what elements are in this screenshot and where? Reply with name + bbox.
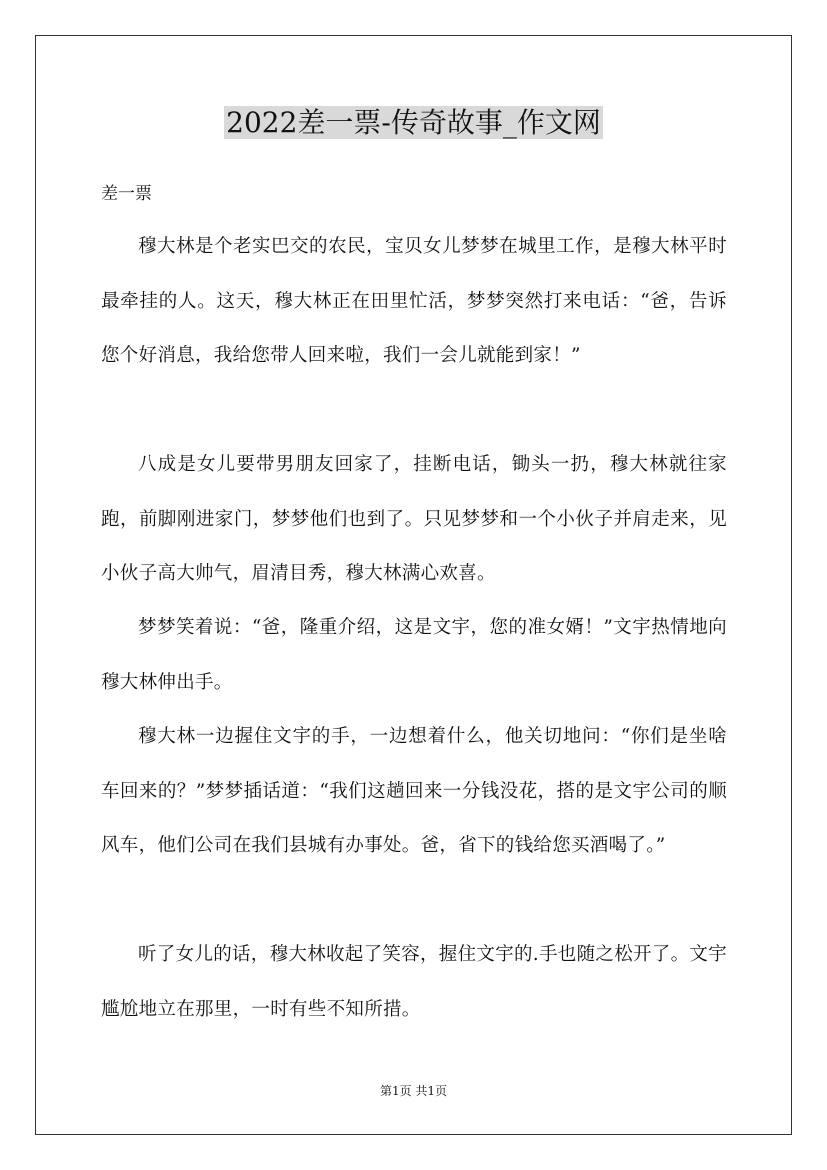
document-title [0, 103, 827, 143]
paragraph-1: 穆大林是个老实巴交的农民，宝贝女儿梦梦在城里工作，是穆大林平时最牵挂的人。这天，穆大林正在田里忙活，梦梦突然打来电话：“爸，告诉您个好消息，我给您带人回来啦，我们一会儿就能到家！” [101, 236, 727, 366]
page-number-footer: 第1页 共1页 [379, 1084, 448, 1098]
document-title-text: 2022差一票-传奇故事_作文网 [226, 106, 601, 139]
paragraph-5: 听了女儿的话，穆大林收起了笑容，握住文宇的.手也随之松开了。文宇尴尬地立在那里，一时有些不知所措。 [101, 944, 727, 1020]
paragraph-2: 八成是女儿要带男朋友回家了，挂断电话，锄头一扔，穆大林就往家跑，前脚刚进家门，梦梦他们也到了。只见梦梦和一个小伙子并肩走来，见小伙子高大帅气，眉清目秀，穆大林满心欢喜。 [101, 454, 727, 584]
subheading: 差一票 [101, 184, 152, 204]
paragraph-4: 穆大林一边握住文宇的手，一边想着什么，他关切地问：“你们是坐啥车回来的？”梦梦插话道：“我们这趟回来一分钱没花，搭的是文宇公司的顺风车，他们公司在我们县城有办事处。爸，省下的钱给您买酒喝了。” [101, 726, 727, 856]
paragraph-3: 梦梦笑着说：“爸，隆重介绍，这是文宇，您的准女婿！”文宇热情地向穆大林伸出手。 [101, 617, 727, 693]
